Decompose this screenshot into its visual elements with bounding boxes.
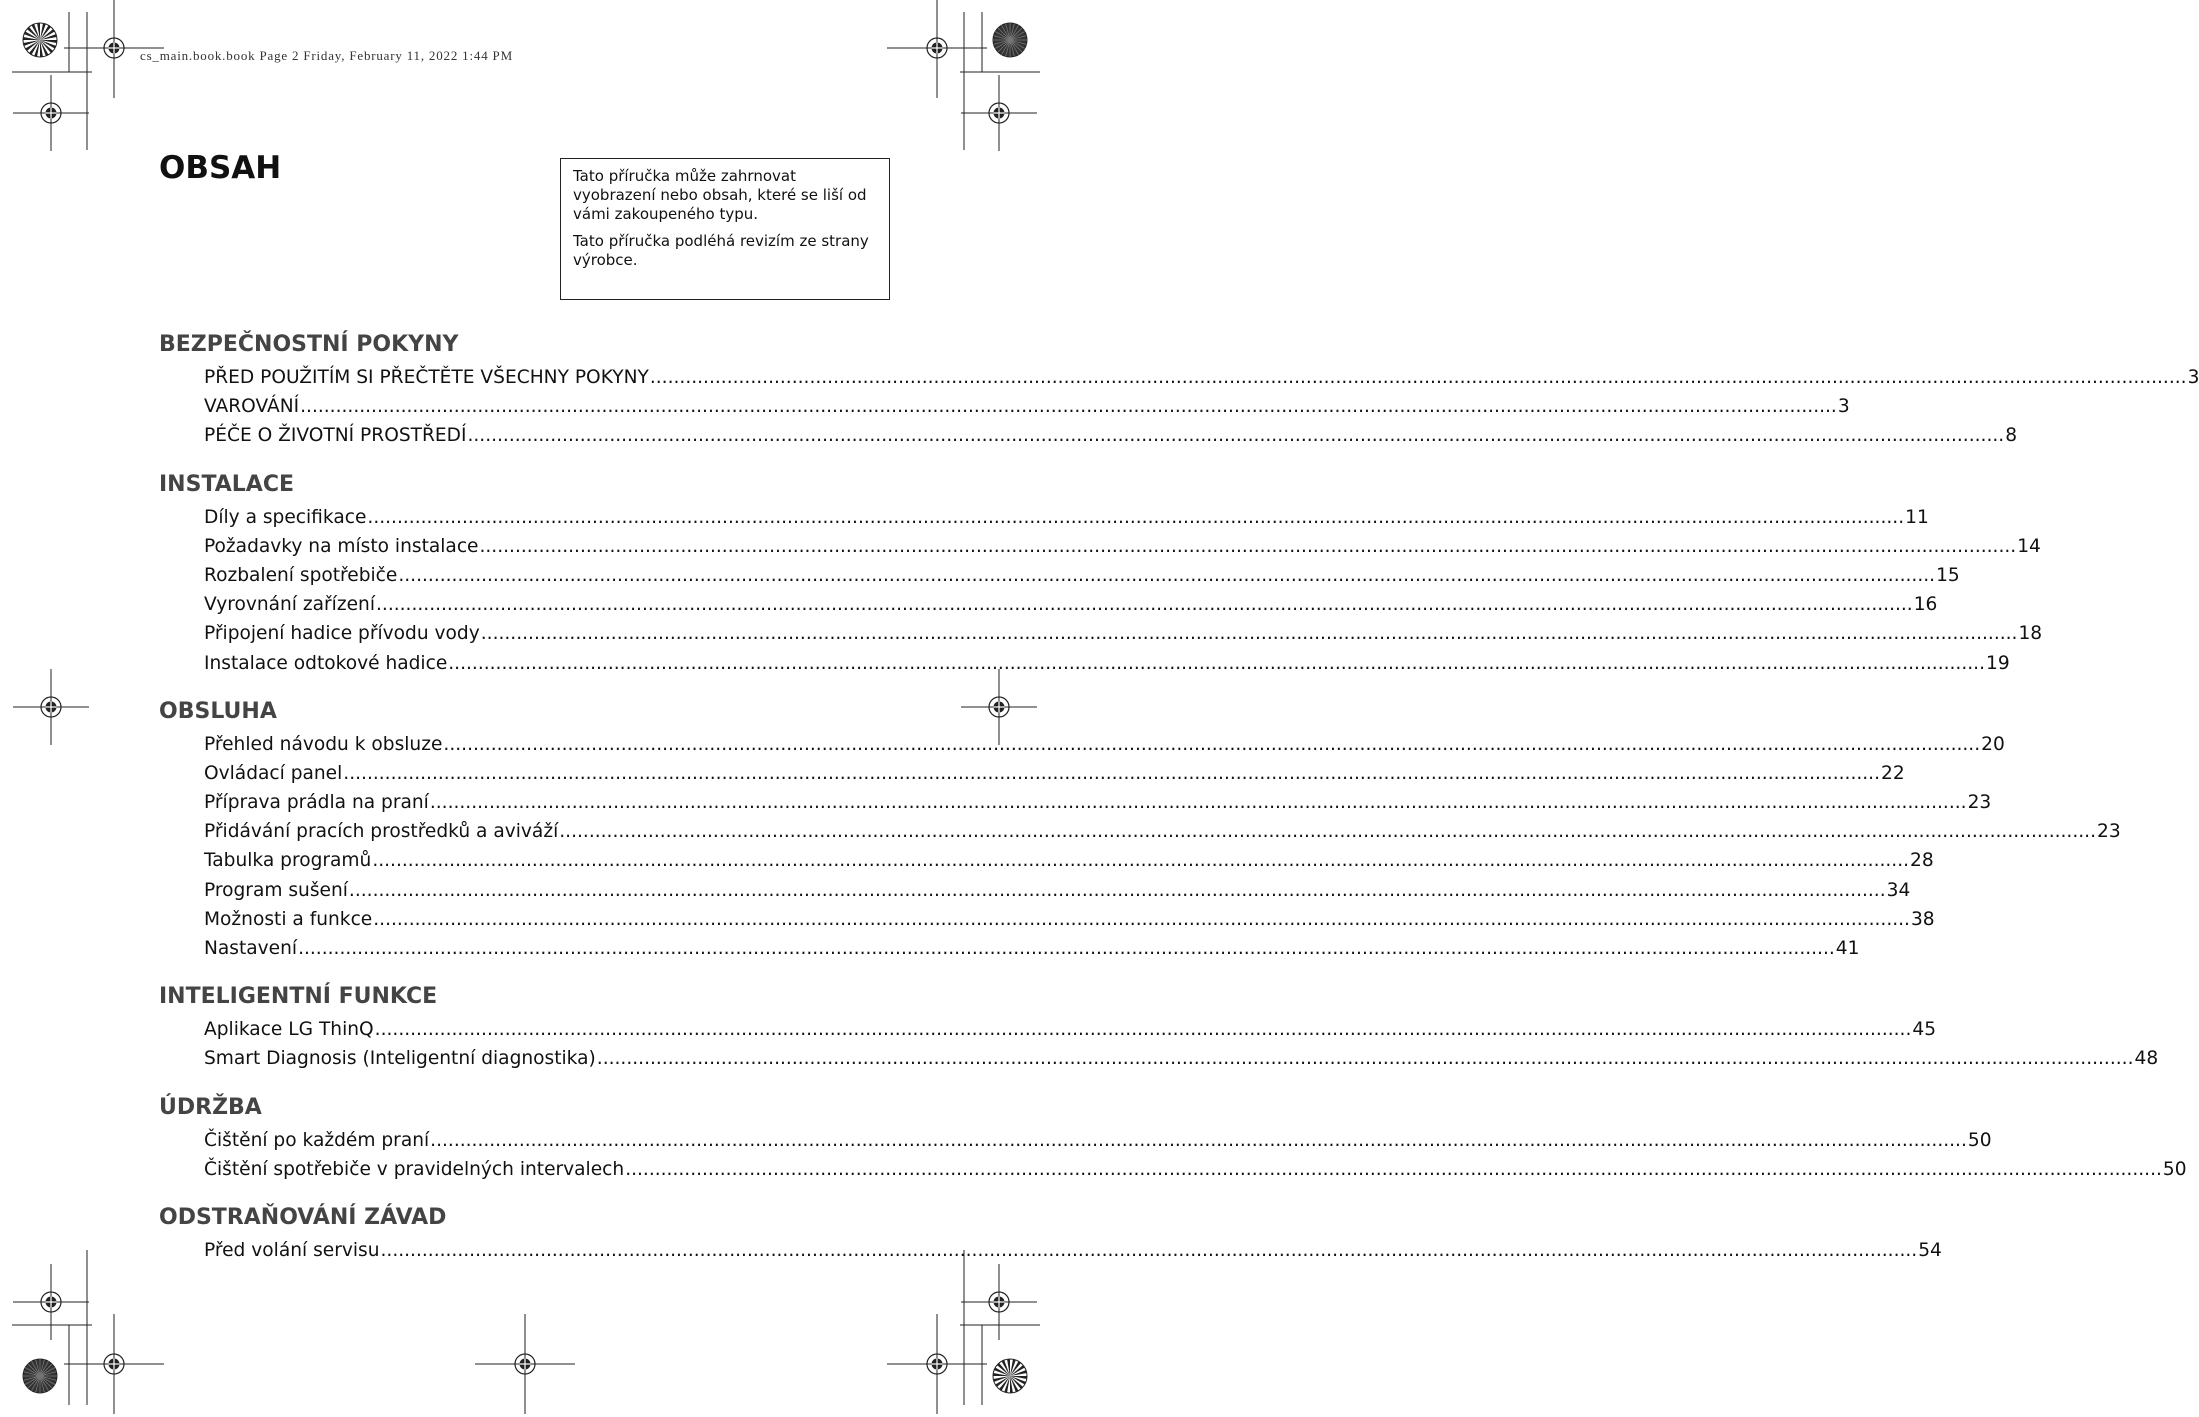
toc-page-number: 50 — [2162, 1158, 2187, 1180]
toc-page-number: 8 — [2005, 425, 2018, 447]
toc-entry[interactable] — [159, 1126, 1992, 1155]
toc-entry[interactable] — [159, 503, 1929, 532]
toc-entry[interactable] — [159, 590, 1938, 619]
toc-entry[interactable] — [159, 759, 1905, 788]
toc-page-number: 41 — [1835, 938, 1860, 959]
print-header-line: cs_main.book.book Page 2 Friday, February 11, 2022 1:44 PM — [140, 48, 513, 63]
toc-page-number: 14 — [2017, 535, 2041, 557]
dot-leader: .................................................................................................................................................................................................................................................................... — [479, 535, 2017, 557]
toc-page-number: 11 — [1905, 506, 1929, 528]
dot-leader: .................................................................................................................................................................................................................................................................... — [430, 1129, 1967, 1151]
toc-entry-title: Přehled návodu k obsluze — [204, 733, 443, 755]
toc-page-number: 23 — [2096, 821, 2121, 843]
dot-leader: .................................................................................................................................................................................................................................................................... — [300, 396, 1837, 418]
toc-section — [159, 1093, 2187, 1184]
toc-entry-title: Požadavky na místo instalace — [204, 535, 479, 557]
toc-entry[interactable] — [159, 1044, 2159, 1073]
toc-entry-title: Čištění spotřebiče v pravidelných intervalech — [204, 1158, 625, 1180]
toc-entry-title: Připojení hadice přívodu vody — [204, 623, 480, 645]
toc-entry-title: Tabulka programů — [204, 850, 372, 872]
toc-page-number: 48 — [2134, 1048, 2159, 1070]
dot-leader: .................................................................................................................................................................................................................................................................... — [448, 652, 1985, 674]
toc-entry-title: Smart Diagnosis (Inteligentní diagnostika) — [204, 1048, 596, 1070]
toc-entry[interactable] — [159, 363, 2199, 392]
section-heading: ÚDRŽBA — [159, 1094, 262, 1120]
toc-entry-title: Aplikace LG ThinQ — [204, 1019, 374, 1041]
toc-entry[interactable] — [159, 1236, 1942, 1265]
dot-leader: .................................................................................................................................................................................................................................................................... — [367, 506, 1905, 528]
toc-page-number: 3 — [1837, 396, 1850, 418]
dot-leader: .................................................................................................................................................................................................................................................................... — [429, 792, 1967, 814]
toc-entry[interactable] — [159, 817, 2121, 846]
toc-page-number: 28 — [1910, 850, 1934, 872]
dot-leader: .................................................................................................................................................................................................................................................................... — [559, 821, 2096, 843]
toc-page-number: 23 — [1967, 792, 1992, 814]
toc-section — [159, 330, 2199, 451]
toc-page-number: 54 — [1918, 1239, 1942, 1261]
toc-entry-title: Příprava prádla na praní — [204, 792, 429, 814]
dot-leader: .................................................................................................................................................................................................................................................................... — [596, 1048, 2134, 1070]
toc-entry-title: Nastavení — [204, 938, 298, 959]
toc-entry-title: Čištění po každém praní — [204, 1129, 430, 1151]
toc-entry-title: Program sušení — [204, 879, 348, 901]
toc-page-number: 45 — [1912, 1019, 1937, 1041]
toc-entry[interactable] — [159, 905, 1935, 934]
dot-leader: .................................................................................................................................................................................................................................................................... — [373, 908, 1910, 930]
toc-entry-title: Ovládací panel — [204, 762, 343, 784]
toc-entry-title: Přidávání pracích prostředků a aviváží — [204, 821, 559, 843]
notice-box — [560, 158, 890, 300]
notice-paragraph-revision: Tato příručka podléhá revizím ze strany výrobce. — [573, 232, 869, 269]
section-heading: INTELIGENTNÍ FUNKCE — [159, 984, 438, 1010]
toc-entry-title: Vyrovnání zařízení — [204, 594, 375, 616]
dot-leader: .................................................................................................................................................................................................................................................................... — [649, 367, 2187, 388]
toc-entry-title: VAROVÁNÍ — [204, 396, 300, 418]
toc-entry-title: Instalace odtokové hadice — [204, 652, 448, 674]
toc-entry[interactable] — [159, 1015, 1937, 1044]
toc-page-number: 15 — [1936, 564, 1960, 586]
page-title: OBSAH — [159, 150, 282, 186]
toc-entry[interactable] — [159, 846, 1934, 875]
section-heading: ODSTRAŇOVÁNÍ ZÁVAD — [159, 1204, 447, 1230]
dot-leader: .................................................................................................................................................................................................................................................................... — [467, 425, 2005, 447]
toc-page-number: 3 — [2187, 367, 2199, 388]
dot-leader: .................................................................................................................................................................................................................................................................... — [380, 1239, 1918, 1261]
dot-leader: .................................................................................................................................................................................................................................................................... — [374, 1019, 1912, 1041]
section-heading: OBSLUHA — [159, 698, 277, 724]
toc-entry-title: Možnosti a funkce — [204, 908, 373, 930]
dot-leader: .................................................................................................................................................................................................................................................................... — [625, 1158, 2162, 1180]
toc-entry[interactable] — [159, 532, 2041, 561]
toc-entry-title: Díly a specifikace — [204, 506, 367, 528]
toc-page-number: 20 — [1981, 733, 2005, 755]
toc-entry[interactable] — [159, 788, 1992, 817]
dot-leader: .................................................................................................................................................................................................................................................................... — [443, 733, 1981, 755]
toc-page-number: 16 — [1913, 594, 1938, 616]
toc-section — [159, 697, 2121, 964]
dot-leader: .................................................................................................................................................................................................................................................................... — [398, 564, 1936, 586]
toc-entry[interactable] — [159, 392, 1850, 421]
toc-section — [159, 982, 2159, 1073]
toc-entry[interactable] — [159, 649, 2010, 678]
toc-entry[interactable] — [159, 1155, 2187, 1184]
toc-page-number: 38 — [1910, 908, 1935, 930]
toc-entry[interactable] — [159, 619, 2043, 648]
dot-leader: .................................................................................................................................................................................................................................................................... — [348, 879, 1886, 901]
dot-leader: .................................................................................................................................................................................................................................................................... — [376, 594, 1913, 616]
toc-entry[interactable] — [159, 934, 1860, 963]
toc-page-number: 22 — [1881, 762, 1905, 784]
notice-paragraph-variation: Tato příručka může zahrnovat vyobrazení nebo obsah, které se liší od vámi zakoupeného typu. — [573, 167, 867, 223]
section-heading: BEZPEČNOSTNÍ POKYNY — [159, 332, 459, 357]
dot-leader: .................................................................................................................................................................................................................................................................... — [343, 762, 1881, 784]
toc-page-number: 34 — [1886, 879, 1911, 901]
toc-entry[interactable] — [159, 730, 2005, 759]
toc-entry[interactable] — [159, 421, 2018, 450]
dot-leader: .................................................................................................................................................................................................................................................................... — [298, 938, 1835, 959]
dot-leader: .................................................................................................................................................................................................................................................................... — [480, 623, 2018, 645]
toc-section — [159, 470, 2043, 678]
toc-entry[interactable] — [159, 876, 1911, 905]
toc-page-number: 19 — [1985, 652, 2010, 674]
toc-entry-title: PÉČE O ŽIVOTNÍ PROSTŘEDÍ — [204, 425, 467, 447]
toc-entry-title: PŘED POUŽITÍM SI PŘEČTĚTE VŠECHNY POKYNY — [204, 367, 649, 388]
dot-leader: .................................................................................................................................................................................................................................................................... — [372, 850, 1910, 872]
toc-page-number: 50 — [1967, 1129, 1992, 1151]
toc-section — [159, 1203, 1942, 1265]
toc-page-number: 18 — [2018, 623, 2043, 645]
toc-entry-title: Rozbalení spotřebiče — [204, 564, 398, 586]
toc-entry[interactable] — [159, 561, 1960, 590]
table-of-contents — [159, 330, 2199, 1284]
section-heading: INSTALACE — [159, 471, 294, 497]
toc-entry-title: Před volání servisu — [204, 1239, 380, 1261]
